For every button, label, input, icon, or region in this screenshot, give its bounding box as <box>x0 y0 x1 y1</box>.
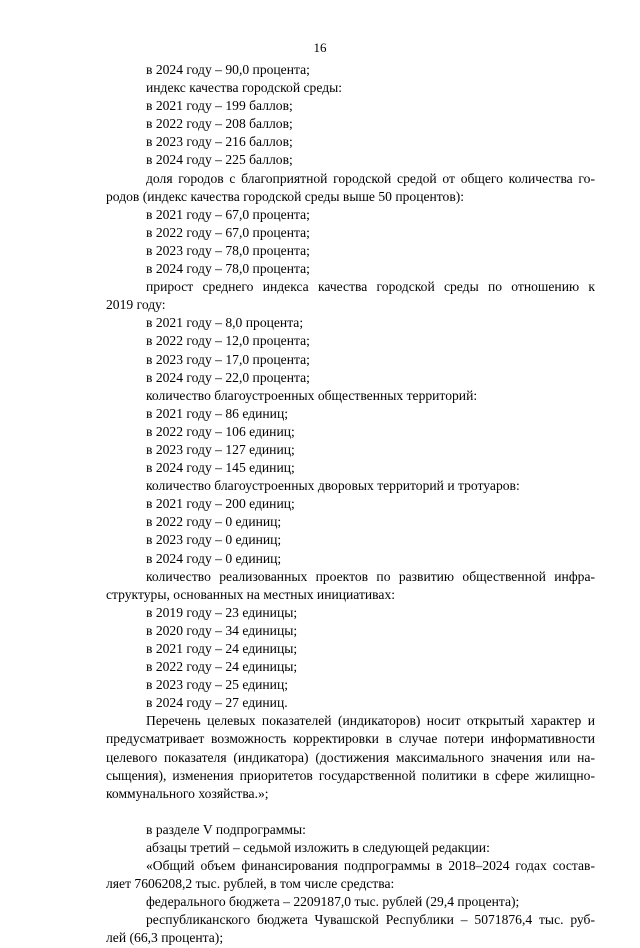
text-line: «Общий объем финансирования подпрограммы в 2018–2024 годах состав- <box>146 858 595 874</box>
text-line: в 2023 году – 78,0 процента; <box>146 242 310 258</box>
text-line: индекс качества городской среды: <box>146 80 343 96</box>
text-line: структуры, основанных на местных инициативах: <box>106 586 396 602</box>
text-line: абзацы третий – седьмой изложить в следующей редакции: <box>146 839 490 855</box>
text-line: коммунального хозяйства.»; <box>106 785 269 801</box>
text-line: в 2022 году – 106 единиц; <box>146 423 295 439</box>
text-line: доля городов с благоприятной городской средой от общего количества го- <box>146 170 595 186</box>
text-line: в 2020 году – 34 единицы; <box>146 622 298 638</box>
document-text <box>106 61 595 948</box>
text-line: в 2021 году – 200 единиц; <box>146 496 295 512</box>
text-line: в 2024 году – 90,0 процента; <box>146 62 310 77</box>
text-line: Перечень целевых показателей (индикаторов) носит открытый характер и <box>146 713 595 729</box>
text-line: сыщения), изменения приоритетов государственной политики в сфере жилищно- <box>106 767 595 783</box>
text-line: в 2023 году – 0 единиц; <box>146 532 282 548</box>
text-line: в 2023 году – 25 единиц; <box>146 677 288 693</box>
text-line: в 2022 году – 0 единиц; <box>146 514 282 530</box>
text-line: целевого показателя (индикатора) (достижения максимального значения или на- <box>106 749 595 765</box>
text-line: федерального бюджета – 2209187,0 тыс. рублей (29,4 процента); <box>146 894 520 910</box>
text-line: родов (индекс качества городской среды выше 50 процентов): <box>106 188 465 204</box>
blank-line <box>106 803 595 821</box>
text-line: лей (66,3 процента); <box>106 930 224 946</box>
text-line: в 2024 году – 145 единиц; <box>146 460 295 476</box>
text-line: в 2021 году – 24 единицы; <box>146 641 298 656</box>
page-number: 16 <box>313 40 327 55</box>
text-line: в 2023 году – 216 баллов; <box>146 134 293 150</box>
text-line: ляет 7606208,2 тыс. рублей, в том числе средства: <box>106 876 395 892</box>
text-line: предусматривает возможность корректировки в случае потери информативности <box>106 731 595 747</box>
text-line: в 2021 году – 8,0 процента; <box>146 315 304 331</box>
text-line: в 2024 году – 0 единиц; <box>146 550 282 566</box>
text-line: прирост среднего индекса качества городской среды по отношению к <box>146 279 595 295</box>
text-line: в 2021 году – 86 единиц; <box>146 405 288 421</box>
text-line: в 2024 году – 78,0 процента; <box>146 261 310 277</box>
text-line: в 2021 году – 199 баллов; <box>146 98 293 114</box>
text-line: в 2024 году – 27 единиц. <box>146 695 288 711</box>
text-line: количество благоустроенных общественных территорий: <box>146 387 478 403</box>
text-line: в 2024 году – 22,0 процента; <box>146 369 310 385</box>
text-line: в 2022 году – 67,0 процента; <box>146 224 310 240</box>
text-line: в 2022 году – 24 единицы; <box>146 659 298 675</box>
text-line: в 2022 году – 208 баллов; <box>146 116 293 132</box>
text-line: в 2024 году – 225 баллов; <box>146 152 293 168</box>
text-line: количество реализованных проектов по развитию общественной инфра- <box>146 568 595 584</box>
text-line: в 2022 году – 12,0 процента; <box>146 333 310 349</box>
text-line: в разделе V подпрограммы: <box>146 821 306 837</box>
text-line: в 2021 году – 67,0 процента; <box>146 206 310 222</box>
text-line: в 2023 году – 127 единиц; <box>146 441 295 457</box>
text-line: количество благоустроенных дворовых территорий и тротуаров: <box>146 478 520 494</box>
text-line: 2019 году: <box>106 297 166 313</box>
text-line: в 2019 году – 23 единицы; <box>146 604 298 620</box>
text-line: республиканского бюджета Чувашской Республики – 5071876,4 тыс. руб- <box>146 912 595 928</box>
text-line: в 2023 году – 17,0 процента; <box>146 351 310 367</box>
